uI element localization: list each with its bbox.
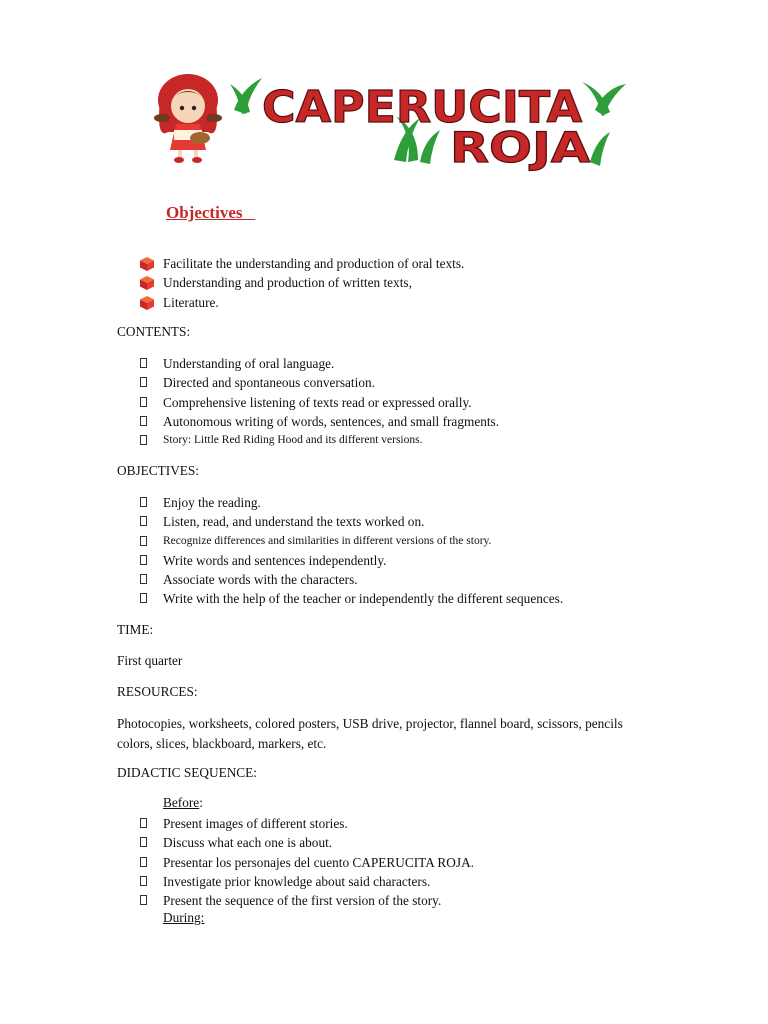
resources-line-2: colors, slices, blackboard, markers, etc. [117, 735, 327, 751]
time-label: TIME: [117, 622, 154, 637]
square-bullet-icon [140, 397, 147, 407]
square-bullet-icon [140, 516, 147, 526]
time-value: First quarter [117, 653, 183, 668]
during-heading: During: [163, 910, 205, 925]
square-bullet-icon [140, 497, 147, 507]
square-bullet-icon [140, 876, 147, 886]
square-bullet-icon [140, 358, 147, 368]
logo-title-line2: ROJA [450, 123, 591, 172]
cube-bullet-icon [140, 257, 154, 271]
square-bullet-icon [140, 555, 147, 565]
square-bullet-icon [140, 435, 147, 445]
square-bullet-icon [140, 837, 147, 847]
caperucita-roja-logo [150, 70, 630, 175]
cube-bullet-icon [140, 276, 154, 290]
square-bullet-icon [140, 574, 147, 584]
square-bullet-icon [140, 818, 147, 828]
objectives-heading-text: Objectives [166, 203, 243, 222]
didactic-sequence-label: DIDACTIC SEQUENCE: [117, 765, 257, 780]
square-bullet-icon [140, 536, 147, 546]
square-bullet-icon [140, 377, 147, 387]
square-bullet-icon [140, 857, 147, 867]
resources-line-1: Photocopies, worksheets, colored posters, USB drive, projector, flannel board, scissors, pencils [117, 716, 623, 731]
cube-bullet-icon [140, 296, 154, 310]
resources-paragraph [117, 714, 657, 753]
objectives-heading [166, 203, 255, 223]
resources-label: RESOURCES: [117, 684, 198, 699]
square-bullet-icon [140, 895, 147, 905]
contents-label: CONTENTS: [117, 324, 191, 339]
square-bullet-icon [140, 416, 147, 426]
logo-title-line1: CAPERUCITA [262, 82, 582, 133]
little-red-riding-hood-illustration [154, 74, 222, 163]
before-heading: Before: [163, 795, 203, 810]
square-bullet-icon [140, 593, 147, 603]
objectives-label: OBJECTIVES: [117, 463, 200, 478]
